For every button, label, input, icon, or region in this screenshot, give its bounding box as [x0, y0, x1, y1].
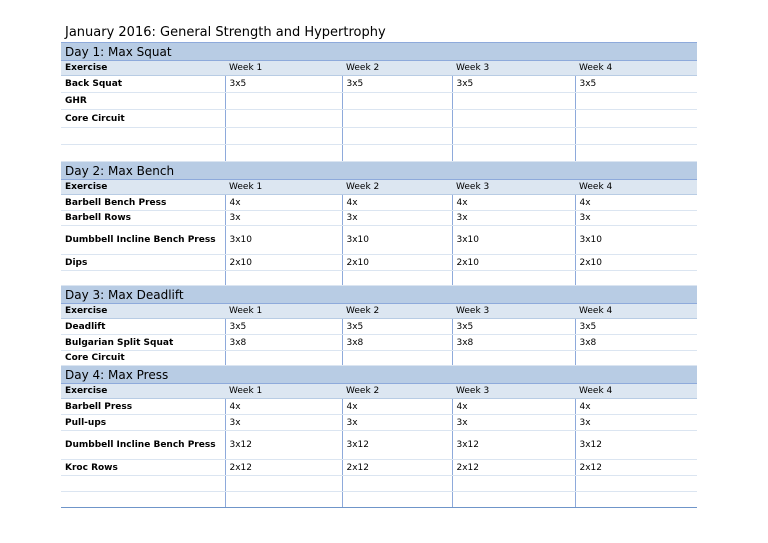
- exercise-name: Barbell Press: [61, 399, 225, 415]
- column-header-week-3: Week 3: [452, 384, 575, 399]
- week-2-prescription: 4x: [342, 195, 452, 211]
- exercise-name: Deadlift: [61, 319, 225, 335]
- column-header-week-2: Week 2: [342, 180, 452, 195]
- column-header-row: [61, 61, 697, 76]
- week-2-prescription: [342, 351, 452, 366]
- column-header-week-4: Week 4: [575, 180, 697, 195]
- week-1-prescription: [225, 351, 342, 366]
- week-1-prescription: [225, 128, 342, 145]
- week-3-prescription: 3x10: [452, 226, 575, 255]
- exercise-name: [61, 476, 225, 492]
- week-2-prescription: 3x12: [342, 431, 452, 460]
- exercise-name: Barbell Rows: [61, 211, 225, 226]
- column-header-week-2: Week 2: [342, 61, 452, 76]
- exercise-name: Core Circuit: [61, 110, 225, 128]
- exercise-row: [61, 492, 697, 508]
- column-header-week-2: Week 2: [342, 384, 452, 399]
- week-1-prescription: 3x5: [225, 319, 342, 335]
- exercise-row: [61, 271, 697, 286]
- exercise-row: [61, 226, 697, 255]
- column-header-row: [61, 180, 697, 195]
- exercise-name: Kroc Rows: [61, 460, 225, 476]
- document-title: January 2016: General Strength and Hypertrophy: [65, 25, 386, 40]
- training-plan-table: [61, 42, 697, 508]
- exercise-row: [61, 195, 697, 211]
- column-header-exercise: Exercise: [61, 384, 225, 399]
- column-header-week-3: Week 3: [452, 61, 575, 76]
- week-1-prescription: 4x: [225, 195, 342, 211]
- exercise-name: Core Circuit: [61, 351, 225, 366]
- day-header-row: [61, 162, 697, 180]
- week-1-prescription: 3x12: [225, 431, 342, 460]
- column-header-exercise: Exercise: [61, 180, 225, 195]
- week-3-prescription: [452, 351, 575, 366]
- column-header-exercise: Exercise: [61, 304, 225, 319]
- exercise-name: Dumbbell Incline Bench Press: [61, 431, 225, 460]
- week-2-prescription: 3x8: [342, 335, 452, 351]
- day-title: Day 1: Max Squat: [61, 43, 697, 61]
- week-3-prescription: 4x: [452, 399, 575, 415]
- week-2-prescription: 2x12: [342, 460, 452, 476]
- week-3-prescription: [452, 271, 575, 286]
- week-4-prescription: 3x: [575, 211, 697, 226]
- week-1-prescription: 2x10: [225, 255, 342, 271]
- exercise-name: [61, 271, 225, 286]
- week-1-prescription: 3x: [225, 211, 342, 226]
- day-title: Day 4: Max Press: [61, 366, 697, 384]
- week-3-prescription: [452, 128, 575, 145]
- column-header-week-1: Week 1: [225, 180, 342, 195]
- week-2-prescription: [342, 110, 452, 128]
- week-2-prescription: 3x10: [342, 226, 452, 255]
- week-1-prescription: [225, 492, 342, 508]
- exercise-row: [61, 460, 697, 476]
- column-header-week-3: Week 3: [452, 304, 575, 319]
- week-3-prescription: [452, 476, 575, 492]
- week-3-prescription: 3x: [452, 415, 575, 431]
- exercise-name: Back Squat: [61, 76, 225, 93]
- week-2-prescription: [342, 93, 452, 110]
- exercise-row: [61, 255, 697, 271]
- day-header-row: [61, 43, 697, 61]
- column-header-week-3: Week 3: [452, 180, 575, 195]
- week-4-prescription: 4x: [575, 399, 697, 415]
- week-2-prescription: [342, 145, 452, 162]
- exercise-name: [61, 145, 225, 162]
- exercise-name: [61, 128, 225, 145]
- exercise-name: Bulgarian Split Squat: [61, 335, 225, 351]
- exercise-name: Barbell Bench Press: [61, 195, 225, 211]
- week-1-prescription: 3x: [225, 415, 342, 431]
- week-3-prescription: [452, 93, 575, 110]
- column-header-week-1: Week 1: [225, 384, 342, 399]
- week-2-prescription: 2x10: [342, 255, 452, 271]
- column-header-week-1: Week 1: [225, 61, 342, 76]
- week-1-prescription: [225, 145, 342, 162]
- week-3-prescription: 2x10: [452, 255, 575, 271]
- column-header-week-2: Week 2: [342, 304, 452, 319]
- column-header-week-4: Week 4: [575, 61, 697, 76]
- week-4-prescription: [575, 351, 697, 366]
- week-4-prescription: [575, 145, 697, 162]
- week-2-prescription: [342, 271, 452, 286]
- week-2-prescription: [342, 492, 452, 508]
- week-4-prescription: 4x: [575, 195, 697, 211]
- week-4-prescription: 3x5: [575, 319, 697, 335]
- week-4-prescription: 2x10: [575, 255, 697, 271]
- week-3-prescription: [452, 110, 575, 128]
- week-1-prescription: 3x5: [225, 76, 342, 93]
- week-4-prescription: 3x8: [575, 335, 697, 351]
- week-4-prescription: 3x12: [575, 431, 697, 460]
- exercise-row: [61, 93, 697, 110]
- day-title: Day 2: Max Bench: [61, 162, 697, 180]
- week-2-prescription: 3x: [342, 415, 452, 431]
- week-2-prescription: 3x5: [342, 76, 452, 93]
- week-3-prescription: [452, 492, 575, 508]
- exercise-name: Pull-ups: [61, 415, 225, 431]
- week-1-prescription: 4x: [225, 399, 342, 415]
- day-header-row: [61, 286, 697, 304]
- column-header-week-4: Week 4: [575, 304, 697, 319]
- exercise-row: [61, 431, 697, 460]
- week-1-prescription: [225, 476, 342, 492]
- week-1-prescription: [225, 93, 342, 110]
- week-1-prescription: 3x8: [225, 335, 342, 351]
- week-4-prescription: 2x12: [575, 460, 697, 476]
- exercise-name: Dips: [61, 255, 225, 271]
- exercise-name: [61, 492, 225, 508]
- exercise-row: [61, 110, 697, 128]
- week-3-prescription: 3x5: [452, 319, 575, 335]
- exercise-row: [61, 399, 697, 415]
- week-4-prescription: 3x: [575, 415, 697, 431]
- week-4-prescription: [575, 492, 697, 508]
- week-3-prescription: 3x5: [452, 76, 575, 93]
- week-2-prescription: 4x: [342, 399, 452, 415]
- day-header-row: [61, 366, 697, 384]
- exercise-row: [61, 415, 697, 431]
- week-2-prescription: [342, 128, 452, 145]
- week-3-prescription: 4x: [452, 195, 575, 211]
- week-1-prescription: 3x10: [225, 226, 342, 255]
- exercise-row: [61, 476, 697, 492]
- exercise-name: GHR: [61, 93, 225, 110]
- exercise-name: Dumbbell Incline Bench Press: [61, 226, 225, 255]
- week-4-prescription: [575, 93, 697, 110]
- week-4-prescription: [575, 476, 697, 492]
- week-1-prescription: [225, 271, 342, 286]
- exercise-row: [61, 76, 697, 93]
- exercise-row: [61, 211, 697, 226]
- week-4-prescription: 3x5: [575, 76, 697, 93]
- week-4-prescription: [575, 128, 697, 145]
- week-3-prescription: 3x12: [452, 431, 575, 460]
- column-header-week-4: Week 4: [575, 384, 697, 399]
- week-3-prescription: [452, 145, 575, 162]
- week-3-prescription: 3x: [452, 211, 575, 226]
- week-1-prescription: [225, 110, 342, 128]
- column-header-row: [61, 384, 697, 399]
- week-1-prescription: 2x12: [225, 460, 342, 476]
- week-4-prescription: [575, 110, 697, 128]
- exercise-row: [61, 351, 697, 366]
- exercise-row: [61, 145, 697, 162]
- week-3-prescription: 3x8: [452, 335, 575, 351]
- week-4-prescription: 3x10: [575, 226, 697, 255]
- week-2-prescription: 3x5: [342, 319, 452, 335]
- week-3-prescription: 2x12: [452, 460, 575, 476]
- column-header-week-1: Week 1: [225, 304, 342, 319]
- week-4-prescription: [575, 271, 697, 286]
- column-header-row: [61, 304, 697, 319]
- day-title: Day 3: Max Deadlift: [61, 286, 697, 304]
- exercise-row: [61, 335, 697, 351]
- week-2-prescription: [342, 476, 452, 492]
- exercise-row: [61, 319, 697, 335]
- week-2-prescription: 3x: [342, 211, 452, 226]
- column-header-exercise: Exercise: [61, 61, 225, 76]
- exercise-row: [61, 128, 697, 145]
